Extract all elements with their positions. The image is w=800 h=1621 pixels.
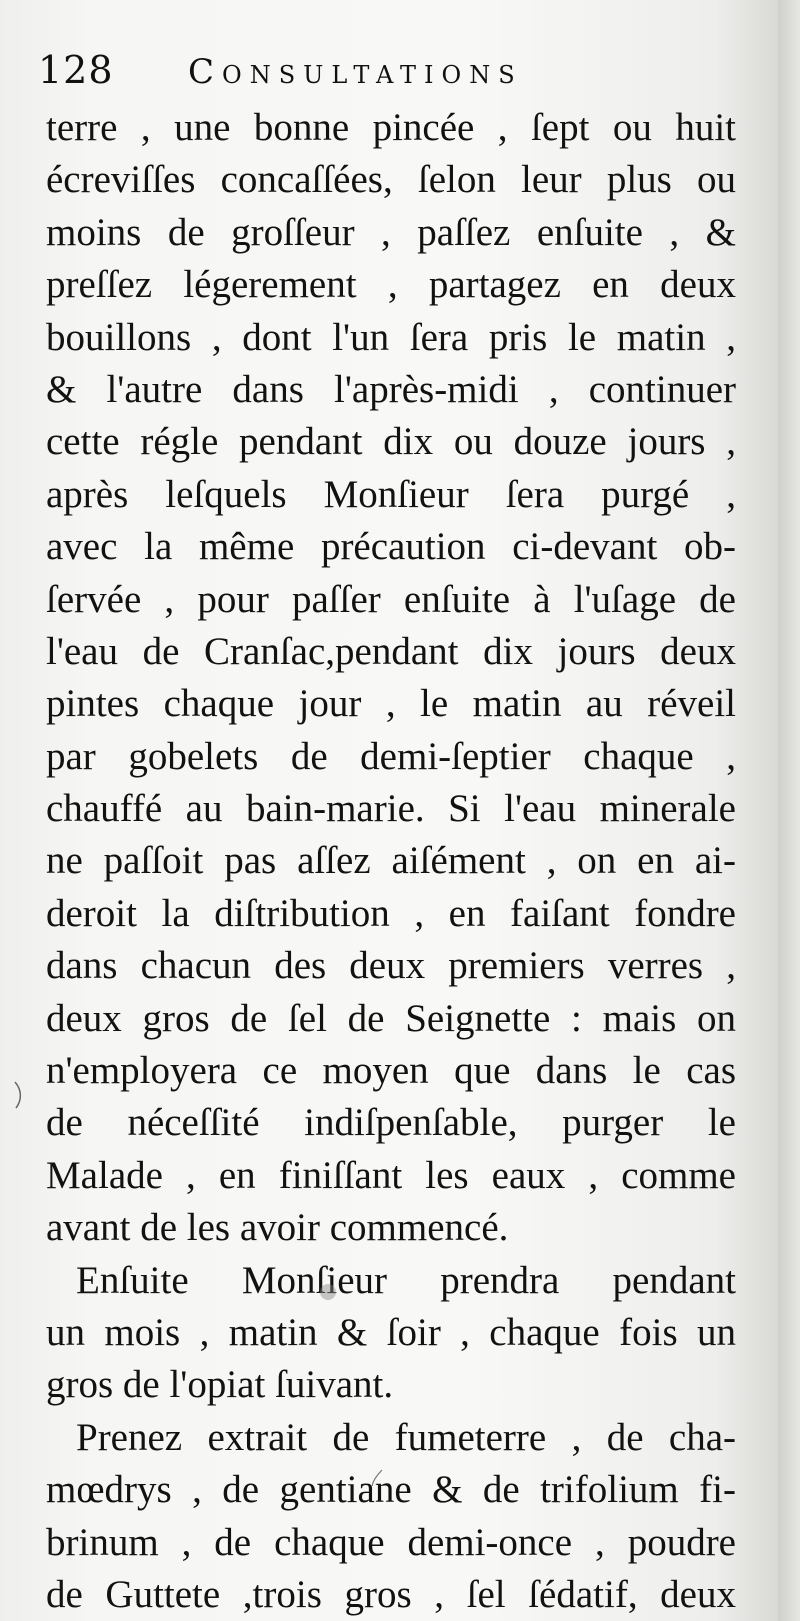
page-gutter (778, 0, 800, 1621)
text-line: de néceſſité indiſpenſable, purger le (46, 1101, 736, 1145)
text-line: Prenez extrait de fumeterre , de cha- (76, 1415, 736, 1459)
page-header (38, 48, 738, 102)
paper-blemish-icon (370, 1468, 384, 1488)
text-line: brinum , de chaque demi-once , poudre (46, 1520, 736, 1564)
text-line: chauffé au bain-marie. Si l'eau minerale (46, 787, 736, 831)
text-line: un mois , matin & ſoir , chaque fois un (46, 1310, 736, 1354)
text-line: preſſez légerement , partagez en deux (46, 263, 736, 307)
page-number: 128 (38, 48, 114, 92)
body-text (46, 102, 736, 1621)
text-line: par gobelets de demi-ſeptier chaque , (46, 734, 736, 778)
text-line: n'employera ce moyen que dans le cas (46, 1049, 736, 1093)
text-line: terre , une bonne pincée , ſept ou huit (46, 106, 736, 149)
text-line: mœdrys , de gentiane & de trifolium fi- (46, 1468, 736, 1512)
text-line: Enſuite Monſieur prendra pendant (76, 1258, 736, 1302)
text-line: après leſquels Monſieur ſera purgé , (46, 472, 736, 516)
text-line: Malade , en finiſſant les eaux , comme (46, 1153, 736, 1197)
text-line: pintes chaque jour , le matin au réveil (46, 682, 736, 726)
text-line: gros de l'opiat ſuivant. (46, 1363, 394, 1407)
text-line: moins de groſſeur , paſſez enſuite , & (46, 210, 736, 254)
paper-blemish-icon (12, 1080, 26, 1110)
text-line: écreviſſes concaſſées, ſelon leur plus ou (46, 158, 736, 202)
text-line: ſervée , pour paſſer enſuite à l'uſage de (46, 577, 736, 621)
ink-spot-icon (318, 1282, 338, 1302)
text-line: deroit la diſtribution , en faiſant fondre (46, 891, 736, 935)
text-line: dans chacun des deux premiers verres , (46, 944, 736, 988)
text-line: ne paſſoit pas aſſez aiſément , on en ai- (46, 839, 736, 883)
running-head: Consultations (188, 52, 523, 92)
text-line: avec la même précaution ci-devant ob- (46, 525, 736, 569)
text-line: deux gros de ſel de Seignette : mais on (46, 996, 736, 1040)
text-line: bouillons , dont l'un ſera pris le matin , (46, 315, 736, 359)
text-line: cette régle pendant dix ou douze jours , (46, 420, 736, 464)
text-line: l'eau de Cranſac,pendant dix jours deux (46, 629, 736, 673)
text-line: avant de les avoir commencé. (46, 1206, 509, 1250)
text-line: de Guttete ,trois gros , ſel ſédatif, deux (46, 1572, 736, 1616)
text-line: & l'autre dans l'après-midi , continuer (46, 367, 736, 411)
